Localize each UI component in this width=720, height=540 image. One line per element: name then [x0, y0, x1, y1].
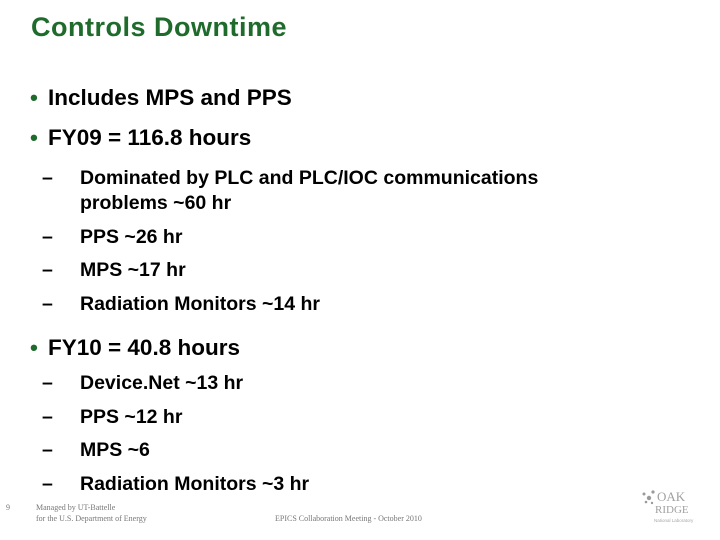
dash-mark: –: [42, 406, 53, 428]
bullet-fy10: [30, 334, 240, 362]
sub-item-text-continued: problems ~60 hr: [80, 192, 232, 214]
dash-mark: –: [42, 293, 53, 315]
dash-mark: –: [42, 167, 53, 189]
sub-item-fy10-devicenet: [42, 372, 542, 396]
dash-mark: –: [42, 439, 53, 461]
dash-mark: –: [42, 372, 53, 394]
sub-item-fy10-pps: [42, 406, 542, 430]
bullet-text: FY10 = 40.8 hours: [48, 335, 240, 360]
sub-item-text: Radiation Monitors ~3 hr: [80, 473, 310, 495]
dash-mark: –: [42, 473, 53, 495]
sub-item-text: MPS ~6: [80, 439, 150, 461]
page-number: 9: [6, 503, 10, 512]
sub-item-fy09-plc: [42, 167, 662, 215]
logo-national-lab: National Laboratory: [654, 518, 694, 523]
bullet-mark: •: [30, 85, 38, 110]
sub-item-text: Device.Net ~13 hr: [80, 372, 244, 394]
bullet-text: FY09 = 116.8 hours: [48, 125, 252, 150]
sub-item-fy09-mps: [42, 259, 542, 283]
bullet-mark: •: [30, 125, 38, 150]
sub-item-fy09-pps: [42, 226, 542, 250]
dash-mark: –: [42, 259, 53, 281]
sub-item-fy09-radiation: [42, 293, 542, 317]
dash-mark: –: [42, 226, 53, 248]
logo-ridge: RIDGE: [655, 504, 689, 516]
bullet-includes: [30, 84, 292, 112]
footer-managed-line2: for the U.S. Department of Energy: [36, 514, 147, 523]
sub-item-text: MPS ~17 hr: [80, 259, 186, 281]
bullet-mark: •: [30, 335, 38, 360]
logo-emblem-icon: [643, 490, 655, 504]
oak-ridge-logo: [640, 486, 704, 526]
sub-item-text: Dominated by PLC and PLC/IOC communications: [80, 167, 539, 189]
sub-item-fy10-radiation: [42, 473, 542, 497]
sub-item-text: PPS ~12 hr: [80, 406, 183, 428]
sub-item-text: Radiation Monitors ~14 hr: [80, 293, 320, 315]
sub-item-text: PPS ~26 hr: [80, 226, 183, 248]
sub-item-fy10-mps: [42, 439, 542, 463]
footer-meeting: EPICS Collaboration Meeting - October 2010: [275, 514, 422, 523]
bullet-fy09: [30, 124, 251, 152]
footer-managed-line1: Managed by UT-Battelle: [36, 503, 116, 512]
bullet-text: Includes MPS and PPS: [48, 85, 292, 110]
slide-title: Controls Downtime: [31, 12, 287, 42]
logo-oak: OAK: [657, 489, 686, 504]
